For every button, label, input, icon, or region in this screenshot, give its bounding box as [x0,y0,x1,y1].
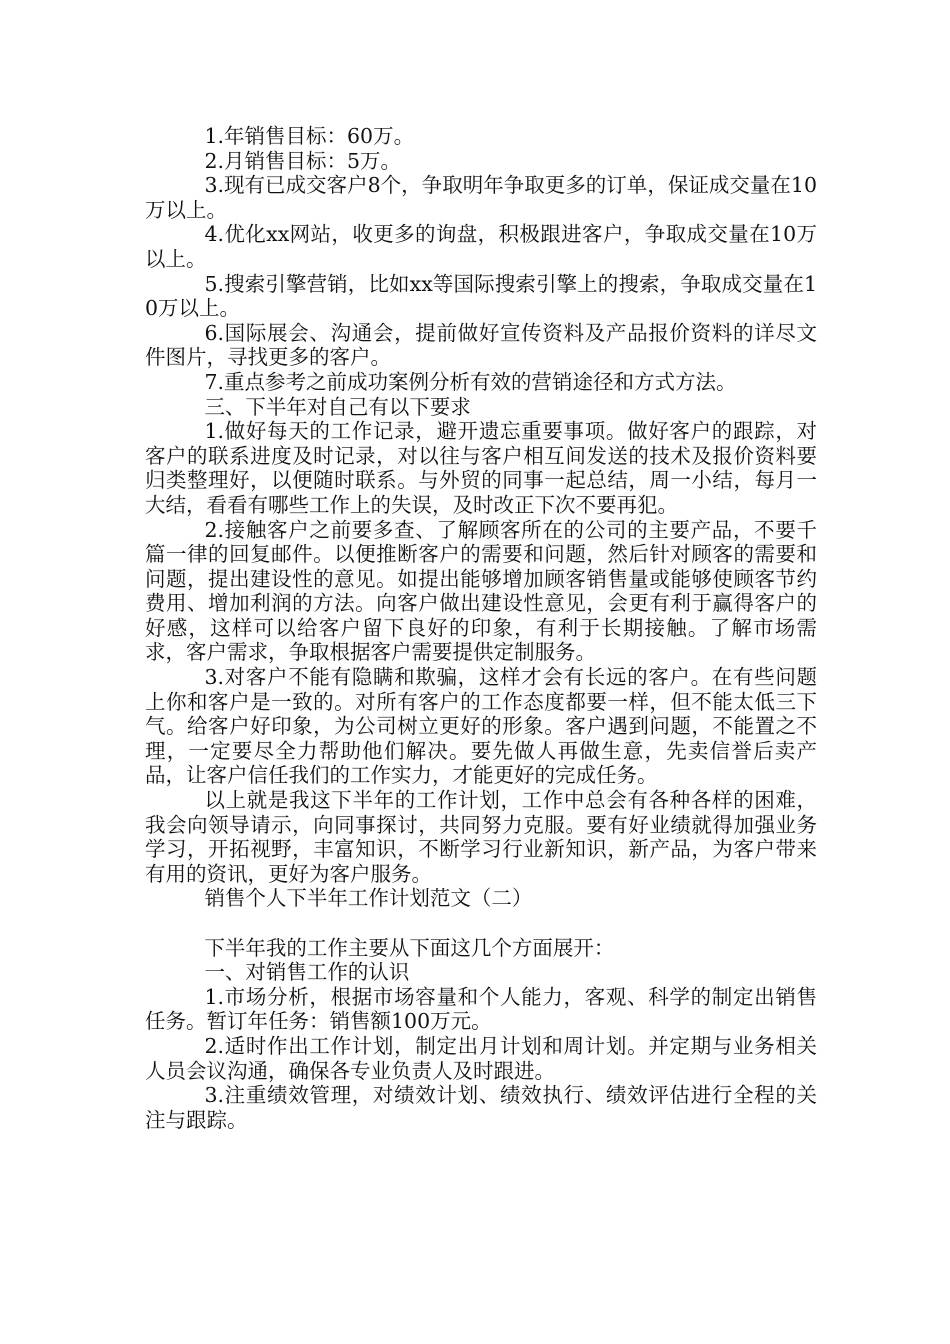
paragraph-performance-management: 3.注重绩效管理，对绩效计划、绩效执行、绩效评估进行全程的关注与跟踪。 [145,1083,817,1132]
paragraph-client-honesty: 3.对客户不能有隐瞒和欺骗，这样才会有长远的客户。在有些问题上你和客户是一致的。对所有客户的工作态度都要一样，但不能太低三下气。给客户好印象，为公司树立更好的形象。客户遇到问题，不能置之不理，一定要尽全力帮助他们解决。要先做人再做生意，先卖信誉后卖产品，让客户信任我们的工作实力，才能更好的完成任务。 [145,665,817,788]
section-title-example-two: 销售个人下半年工作计划范文（二） [204,886,533,911]
section-heading-requirements: 三、下半年对自己有以下要求 [204,394,471,419]
paragraph-client-research: 2.接触客户之前要多查、了解顾客所在的公司的主要产品，不要千篇一律的回复邮件。以便推断客户的需要和问题，然后针对顾客的需要和问题，提出建设性的意见。如提出能够增加顾客销售量或能够使顾客节约费用、增加利润的方法。向客户做出建设性意见，会更有利于赢得客户的好感，这样可以给客户留下良好的印象，有利于长期接触。了解市场需求，客户需求，争取根据客户需要提供定制服务。 [145,517,817,665]
blank-line [145,911,817,936]
document-body [145,124,817,1132]
paragraph-case-reference: 7.重点参考之前成功案例分析有效的营销途径和方式方法。 [204,369,737,394]
paragraph-daily-records: 1.做好每天的工作记录，避开遗忘重要事项。做好客户的跟踪，对客户的联系进度及时记录，对以往与客户相互间发送的技术及报价资料要归类整理好，以便随时联系。与外贸的同事一起总结，周一小结，每月一大结，看看有哪些工作上的失误，及时改正下次不要再犯。 [145,419,817,517]
paragraph-annual-target: 1.年销售目标：60万。 [204,124,415,148]
paragraph-search-marketing: 5.搜索引擎营销，比如xx等国际搜索引擎上的搜索，争取成交量在10万以上。 [145,271,817,321]
paragraph-monthly-target: 2.月销售目标：5万。 [204,148,402,173]
paragraph-intro-aspects: 下半年我的工作主要从下面这几个方面展开： [204,935,615,960]
paragraph-website-optimization: 4.优化xx网站，收更多的询盘，积极跟进客户，争取成交量在10万以上。 [145,222,817,271]
paragraph-exhibitions: 6.国际展会、沟通会，提前做好宣传资料及产品报价资料的详尽文件图片，寻找更多的客户。 [145,320,817,370]
paragraph-summary: 以上就是我这下半年的工作计划，工作中总会有各种各样的困难，我会向领导请示，向同事探讨，共同努力克服。要有好业绩就得加强业务学习，开拓视野，丰富知识，不断学习行业新知识，新产品，为客户带来有用的资讯，更好为客户服务。 [145,788,817,886]
paragraph-market-analysis: 1.市场分析，根据市场容量和个人能力，客观、科学的制定出销售任务。暂订年任务：销售额100万元。 [145,984,817,1034]
paragraph-work-plan: 2.适时作出工作计划，制定出月计划和周计划。并定期与业务相关人员会议沟通，确保各专业负责人及时跟进。 [145,1033,817,1083]
section-heading-sales-understanding: 一、对销售工作的认识 [204,960,410,985]
paragraph-existing-clients: 3.现有已成交客户8个，争取明年争取更多的订单，保证成交量在10万以上。 [145,173,817,222]
